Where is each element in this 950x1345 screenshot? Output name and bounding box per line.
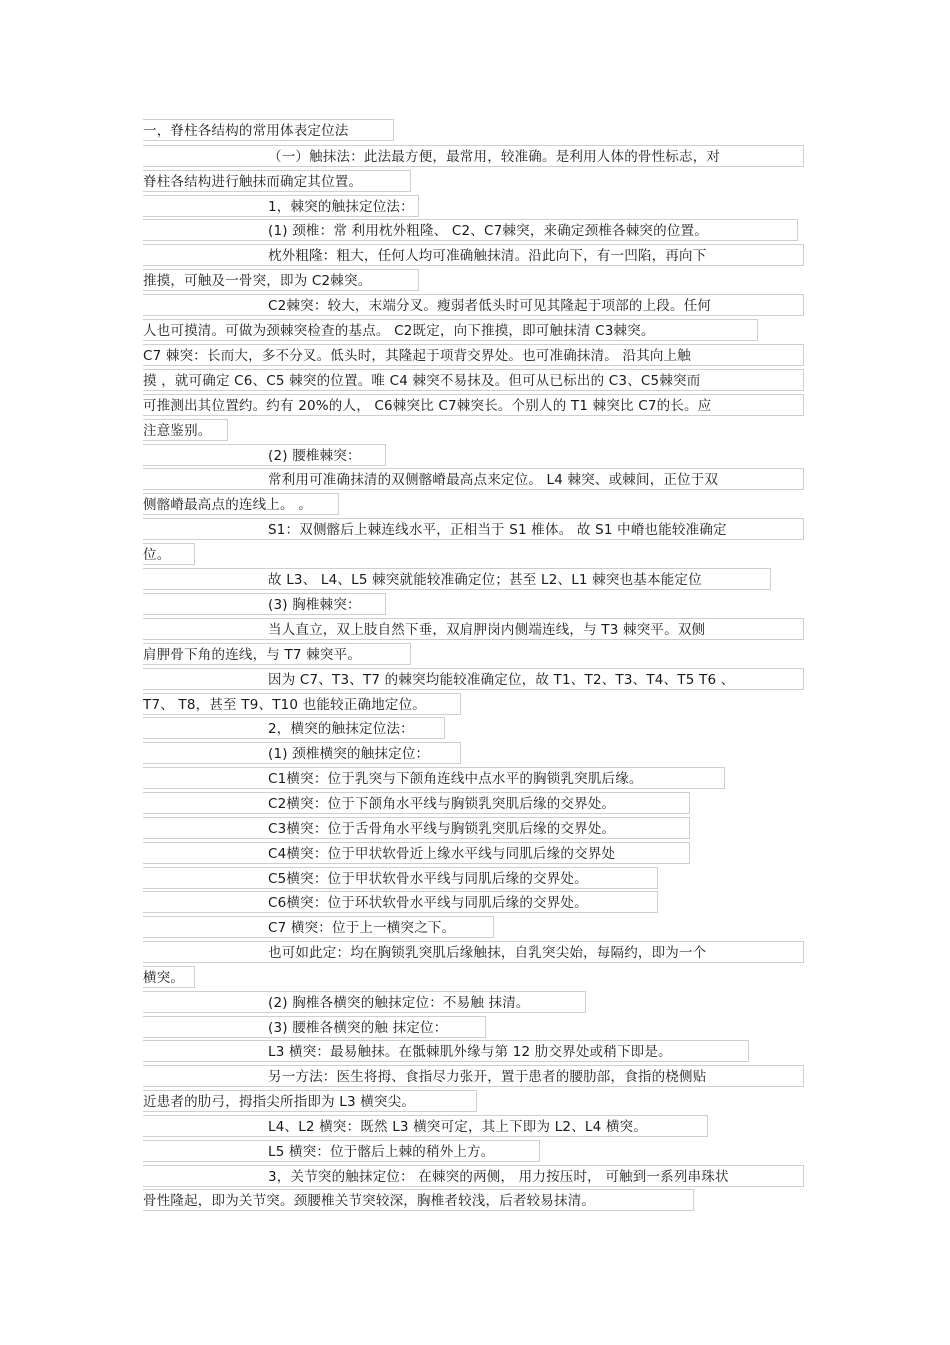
paragraph-line: L5 横突：位于髂后上棘的稍外上方。 [143, 1140, 540, 1162]
paragraph-line: C7 棘突：长而大，多不分叉。低头时，其隆起于项背交界处。也可准确抹清。 沿其向上触 [143, 344, 804, 366]
paragraph-line: 骨性隆起，即为关节突。颈腰椎关节突较深，胸椎者较浅，后者较易抹清。 [143, 1189, 694, 1211]
paragraph-line: 另一方法：医生将拇、食指尽力张开，置于患者的腰肋部，食指的桡侧贴 [143, 1065, 804, 1087]
paragraph-line: 3，关节突的触抹定位： 在棘突的两侧， 用力按压时， 可触到一系列串珠状 [143, 1165, 804, 1187]
paragraph-line: 推摸，可触及一骨突，即为 C2棘突。 [143, 269, 419, 291]
paragraph-line: T7、 T8，甚至 T9、T10 也能较正确地定位。 [143, 693, 461, 715]
paragraph-line: C2横突：位于下颌角水平线与胸锁乳突肌后缘的交界处。 [143, 792, 690, 814]
paragraph-line: C5横突：位于甲状软骨水平线与同肌后缘的交界处。 [143, 867, 658, 889]
paragraph-line: L3 横突：最易触抹。在骶棘肌外缘与第 12 肋交界处或稍下即是。 [143, 1040, 749, 1062]
paragraph-line: C3横突：位于舌骨角水平线与胸锁乳突肌后缘的交界处。 [143, 817, 690, 839]
paragraph-line: 可推测出其位置约。约有 20%的人， C6棘突比 C7棘突长。个别人的 T1 棘突比 C7的长。应 [143, 394, 804, 416]
subheading: (1) 颈椎横突的触抹定位： [143, 742, 461, 764]
subheading: 1，棘突的触抹定位法： [143, 195, 419, 217]
paragraph-line: 故 L3、 L4、L5 棘突就能较准确定位；甚至 L2、L1 棘突也基本能定位 [143, 568, 771, 590]
paragraph-line: 横突。 [143, 966, 195, 988]
paragraph-line: 常利用可准确抹清的双侧髂嵴最高点来定位。 L4 棘突、或棘间，正位于双 [143, 468, 804, 490]
paragraph-line: L4、L2 横突：既然 L3 横突可定，其上下即为 L2、L4 横突。 [143, 1115, 708, 1137]
paragraph-line: 近患者的肋弓，拇指尖所指即为 L3 横突尖。 [143, 1090, 477, 1112]
section-heading: 一，脊柱各结构的常用体表定位法 [143, 119, 394, 141]
paragraph-line: 脊柱各结构进行触抹而确定其位置。 [143, 170, 411, 192]
paragraph-line: 枕外粗隆：粗大，任何人均可准确触抹清。沿此向下，有一凹陷，再向下 [143, 244, 804, 266]
paragraph-line: 人也可摸清。可做为颈棘突检查的基点。 C2既定，向下推摸，即可触抹清 C3棘突。 [143, 319, 758, 341]
paragraph-line: 侧髂嵴最高点的连线上。 。 [143, 493, 339, 515]
paragraph-line: 因为 C7、T3、T7 的棘突均能较准确定位，故 T1、T2、T3、T4、T5 T6 、 [143, 668, 804, 690]
subheading: (3) 胸椎棘突： [143, 593, 386, 615]
paragraph-line: (2) 胸椎各横突的触抹定位：不易触 抹清。 [143, 991, 586, 1013]
paragraph-line: C1横突：位于乳突与下颌角连线中点水平的胸锁乳突肌后缘。 [143, 767, 725, 789]
paragraph-line: (3) 腰椎各横突的触 抹定位： [143, 1016, 486, 1038]
paragraph-line: （一）触抹法：此法最方便，最常用，较准确。是利用人体的骨性标志，对 [143, 145, 804, 167]
subheading: (2) 腰椎棘突： [143, 444, 386, 466]
paragraph-line: S1：双侧髂后上棘连线水平，正相当于 S1 椎体。 故 S1 中嵴也能较准确定 [143, 518, 804, 540]
paragraph-line: (1) 颈椎：常 利用枕外粗隆、 C2、C7棘突，来确定颈椎各棘突的位置。 [143, 219, 798, 241]
paragraph-line: 摸 ，就可确定 C6、C5 棘突的位置。唯 C4 棘突不易抹及。但可从已标出的 C3、C5棘突而 [143, 369, 804, 391]
paragraph-line: 当人直立，双上肢自然下垂，双肩胛岗内侧端连线，与 T3 棘突平。双侧 [143, 618, 804, 640]
paragraph-line: C2棘突：较大，末端分叉。瘦弱者低头时可见其隆起于项部的上段。任何 [143, 294, 804, 316]
paragraph-line: C6横突：位于环状软骨水平线与同肌后缘的交界处。 [143, 891, 658, 913]
paragraph-line: C7 横突：位于上一横突之下。 [143, 916, 494, 938]
paragraph-line: 位。 [143, 543, 195, 565]
subheading: 2，横突的触抹定位法： [143, 717, 445, 739]
paragraph-line: 肩胛骨下角的连线，与 T7 棘突平。 [143, 643, 411, 665]
paragraph-line: C4横突：位于甲状软骨近上缘水平线与同肌后缘的交界处 [143, 842, 690, 864]
paragraph-line: 注意鉴别。 [143, 419, 228, 441]
paragraph-line: 也可如此定：均在胸锁乳突肌后缘触抹，自乳突尖始，每隔约，即为一个 [143, 941, 804, 963]
